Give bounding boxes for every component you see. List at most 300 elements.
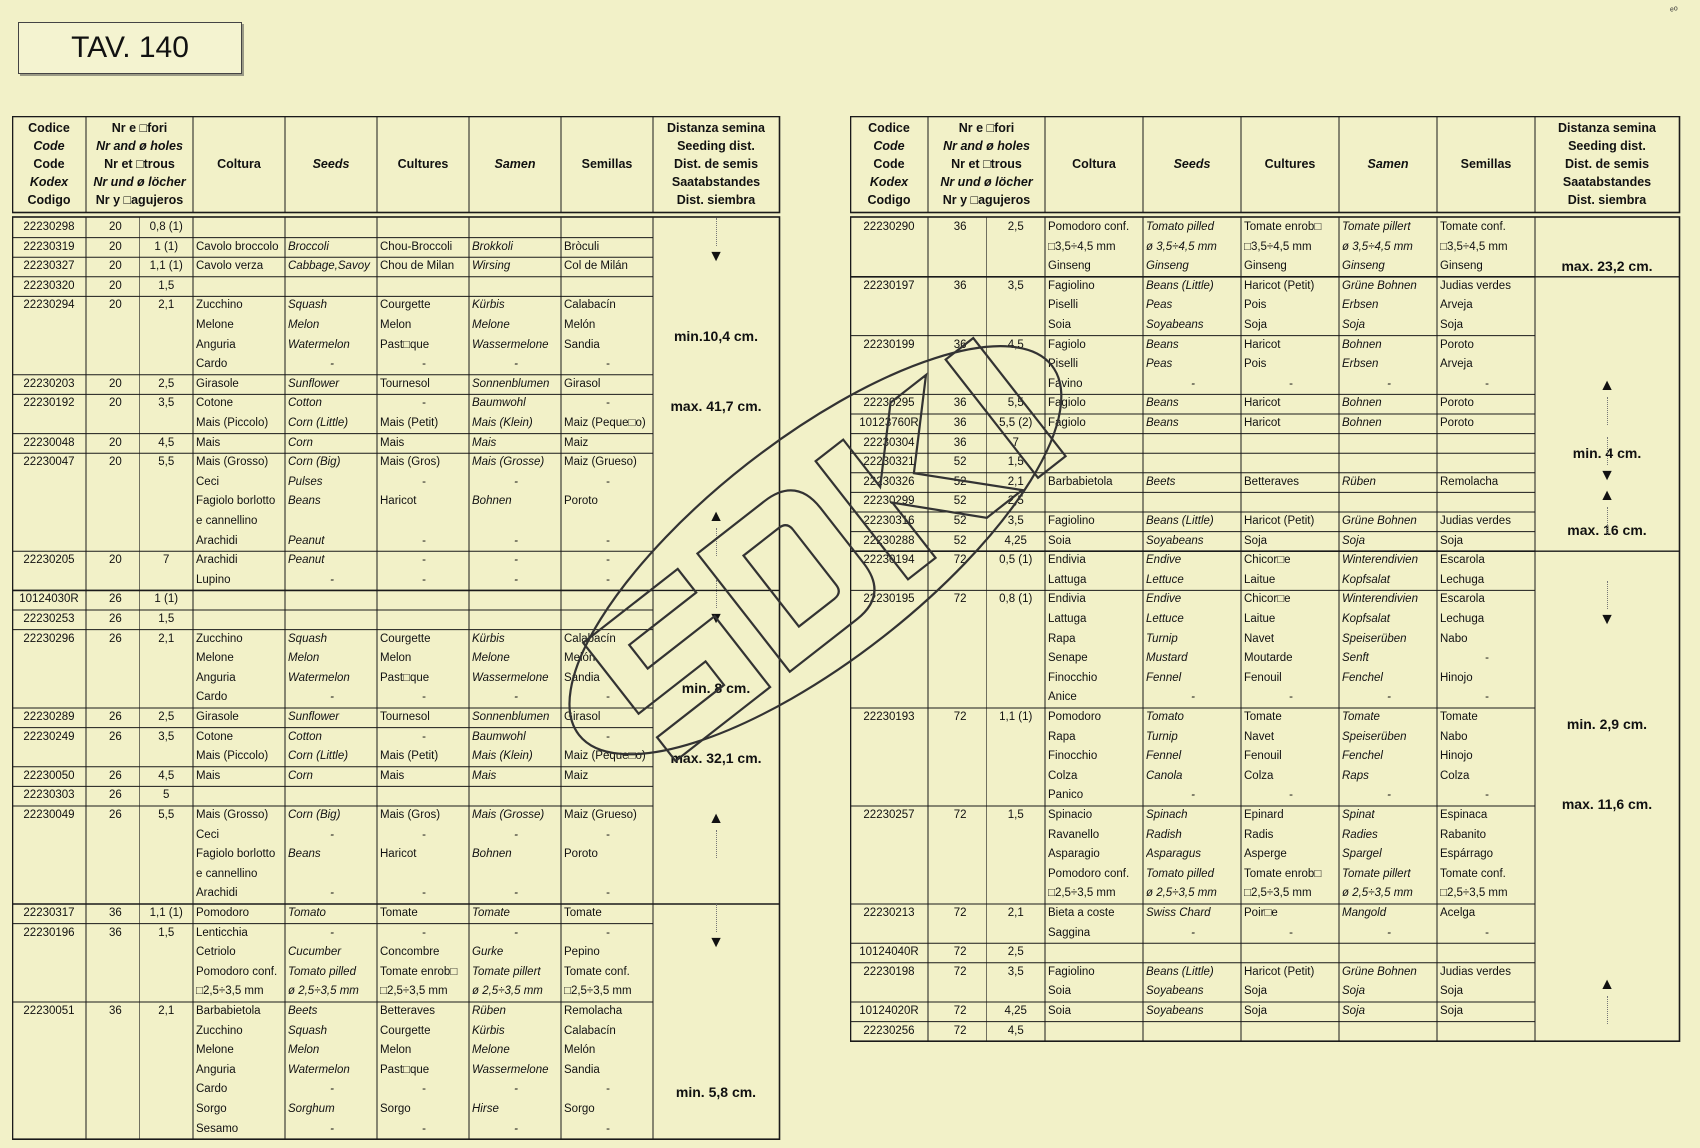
crop-cell [1244,1022,1338,1042]
crop-name: Tomate [564,907,602,919]
crop-name: Kürbis [472,1024,505,1037]
crop-name: Tomate pillert [472,965,541,978]
crop-name [564,610,652,630]
dist-min-label: min. 5,8 cm. [675,1084,757,1100]
crop-name: Sunflower [288,377,340,390]
row-code: 22230193 [863,711,915,723]
up-arrow-icon: ▲ [708,508,724,525]
crop-cell [380,277,468,297]
crop-name: Watermelon [288,338,350,351]
dist-min-label: min. 8 cm. [681,680,751,697]
page-title: TAV. 140 [18,22,242,74]
crop-name: Pomodoro conf. [1048,867,1130,880]
crop-name [564,865,652,885]
crop-name: Asparagus [1146,848,1201,861]
crop-name: Fagiolo [1048,397,1086,410]
crop-name: Melón [564,1044,596,1057]
row-code: 22230195 [863,593,915,606]
crop-name: Bieta a coste [1048,907,1115,919]
crop-name: Mais (Piccolo) [196,750,269,763]
crop-name: Soja [1244,985,1268,998]
crop-name: Beans [1146,417,1179,429]
crop-name: Mais (Gros) [380,809,441,821]
header-text: Nr y □agujeros [942,193,1031,207]
crop-name: Soyabeans [1146,985,1204,998]
row-code: 22230317 [23,907,75,919]
row-hole-diameter: 4,25 [1004,1005,1027,1017]
crop-name: Spargel [1342,848,1382,861]
dotted-guide [716,218,717,246]
row-code: 22230194 [863,554,915,567]
crop-name: Wassermelone [472,338,549,351]
row-holes-count: 26 [109,769,122,782]
crop-cell [380,296,468,374]
crop-name: Brokkoli [472,240,513,253]
crop-name [564,786,652,806]
crop-name: Soja [1244,1005,1268,1017]
crop-name: Cotone [196,730,234,743]
dotted-guide [716,904,717,932]
crop-cell [472,610,560,630]
crop-cell [1342,963,1436,1002]
crop-name: Baumwohl [472,730,526,743]
crop-name: Lattuga [1048,573,1087,586]
row-hole-diameter: 1,5 [1007,809,1024,821]
crop-name [1048,434,1142,454]
crop-cell [1342,551,1436,590]
row-code: 22230327 [23,260,75,273]
row-holes-count: 20 [109,260,122,273]
up-arrow-icon: ▲ [1599,376,1615,394]
crop-name: Soyabeans [1146,1005,1204,1017]
crop-name: Cabbage,Savoy [288,260,370,273]
crop-cell [1440,277,1534,336]
crop-name: Betteraves [380,1005,435,1017]
row-code: 22230289 [23,711,75,723]
crop-name [1048,453,1142,473]
crop-name: Maiz [564,436,589,449]
crop-name: Beets [288,1005,318,1017]
crop-name: Moutarde [1244,652,1293,665]
crop-name: Sorgo [380,1102,411,1115]
crop-name [1440,492,1534,512]
crop-cell [1440,943,1534,963]
crop-cell [196,375,284,395]
row-hole-diameter: 4,5 [1007,1024,1024,1037]
crop-name: Kürbis [472,299,505,312]
crop-cell [1146,277,1240,336]
crop-cell [1440,806,1534,904]
crop-name: Turnip [1146,730,1178,743]
crop-name: Cavolo verza [196,260,264,273]
crop-cell [1244,394,1338,414]
crop-name: Mais [472,769,497,782]
crop-cell [380,904,468,924]
crop-name: Mais (Grosso) [196,809,269,821]
crop-name [288,865,376,885]
crop-name: Sandia [564,338,600,351]
crop-name: Melone [196,652,234,665]
crop-name [380,786,468,806]
crop-cell [1244,806,1338,904]
crop-name [1146,943,1240,963]
row-hole-diameter: 4,25 [1004,534,1027,547]
crop-name: Mais (Gros) [380,456,441,469]
crop-name: Tomato [1146,711,1184,723]
crop-name: - [1485,377,1489,390]
row-holes-count: 20 [109,397,122,410]
row-holes-count: 26 [109,789,122,802]
crop-name [1244,434,1338,454]
row-holes-count: 36 [953,221,967,233]
crop-name: Poroto [1440,397,1474,410]
crop-name: Escarola [1440,593,1485,606]
crop-cell [196,296,284,374]
crop-name: Endivia [1048,554,1086,567]
header-holes [86,116,193,212]
header-text: Code [33,139,65,153]
crop-name: Grüne Bohnen [1342,279,1417,292]
crop-name: Mais (Klein) [472,750,533,763]
crop-cell [1244,532,1338,552]
row-hole-diameter: 0,5 (1) [999,554,1033,567]
crop-name: ø 3,5÷4,5 mm [1146,240,1217,253]
crop-name: Melón [564,318,596,331]
crop-cell [472,630,560,708]
crop-cell [288,277,376,297]
header-text: Nr y □agujeros [95,193,184,207]
crop-cell [288,728,376,767]
crop-cell [564,375,652,395]
crop-name: Fagiolino [1048,965,1095,978]
crop-name: - [330,358,334,371]
crop-name: Soja [1342,318,1366,331]
crop-cell [1342,904,1436,943]
crop-name: Poroto [564,495,598,508]
crop-name: Soja [1244,534,1268,547]
crop-cell [1146,708,1240,806]
crop-name: Kopfsalat [1342,612,1390,625]
crop-name: Corn (Little) [288,416,349,429]
header-semillas [561,116,653,212]
row-code: 22230316 [863,515,915,527]
crop-name: - [514,1122,518,1135]
header-cultures [377,116,469,212]
crop-name: Wirsing [472,260,511,273]
dotted-guide [1607,437,1608,465]
crop-name: ø 2,5÷3,5 mm [1342,887,1413,900]
header-cultures [1241,116,1339,212]
crop-cell [1048,512,1142,532]
crop-name: - [422,887,426,900]
dist-max-label: max. 23,2 cm. [1561,258,1653,274]
crop-cell [1244,218,1338,277]
row-code: 22230197 [863,279,915,292]
crop-name: Pois [1244,358,1267,371]
crop-cell [1342,806,1436,904]
row-hole-diameter: 2,1 [1007,475,1024,488]
crop-name: Winterendivien [1342,593,1418,606]
crop-name: Fenouil [1244,750,1282,763]
crop-name: Poroto [1440,338,1474,351]
row-code: 22230299 [863,495,915,508]
row-hole-diameter: 0,8 (1) [149,221,183,233]
row-holes-count: 20 [109,436,122,449]
crop-name: Anice [1048,691,1077,704]
crop-name: Mais [472,436,497,449]
crop-name [196,277,284,297]
crop-name: Beets [1146,475,1176,488]
crop-name: Mustard [1146,652,1188,665]
left-seed-table [12,116,779,1141]
crop-name [1342,943,1436,963]
crop-name: Fenchel [1342,750,1383,763]
crop-cell [1146,492,1240,512]
crop-cell [564,296,652,374]
row-hole-diameter: 0,8 (1) [999,593,1033,606]
crop-name: Soja [1440,534,1464,547]
crop-cell [1048,453,1142,473]
crop-name: Maiz (Grueso) [564,809,637,821]
crop-cell [472,394,560,433]
crop-cell [380,375,468,395]
crop-cell [1342,277,1436,336]
crop-cell [1146,512,1240,532]
crop-name: Tomate [472,907,510,919]
crop-cell [1244,904,1338,943]
crop-cell [564,257,652,277]
crop-name: - [330,887,334,900]
crop-name: Arveja [1440,299,1473,312]
header-text: Coltura [1072,157,1116,171]
crop-name: Squash [288,299,328,312]
crop-name: Courgette [380,299,431,312]
crop-name: Anguria [196,338,236,351]
row-holes-count: 36 [953,279,967,292]
crop-cell [1342,532,1436,552]
crop-name: Poir□e [1244,907,1278,919]
crop-name: Tomate conf. [1440,221,1506,233]
crop-name: Haricot [1244,397,1281,410]
crop-name: Soja [1342,534,1366,547]
crop-cell [472,257,560,277]
crop-name: Past□que [380,1063,430,1076]
crop-cell [288,453,376,551]
crop-name: Cucumber [288,946,342,959]
crop-cell [196,551,284,590]
crop-name: - [330,926,334,939]
crop-name: Mais (Klein) [472,416,533,429]
crop-name [472,865,560,885]
header-text: Cultures [397,157,449,171]
crop-name: Soja [1440,318,1464,331]
crop-name: Beans [288,848,321,861]
dotted-guide [1607,507,1608,535]
crop-cell [472,1002,560,1139]
header-text: Nr and ø holes [943,139,1030,153]
header-holes [928,116,1045,212]
dotted-guide [716,580,717,608]
crop-name: - [1387,377,1391,390]
header-text: Kodex [29,175,69,189]
crop-cell [1146,551,1240,590]
crop-name: Tomato [288,907,326,919]
crop-cell [1048,590,1142,708]
crop-name: Baumwohl [472,397,526,410]
crop-name: e cannellino [196,514,258,527]
crop-name: Navet [1244,632,1275,645]
crop-name: Pepino [564,946,600,959]
crop-name: Kopfsalat [1342,573,1390,586]
crop-name: Col de Milán [564,260,628,273]
crop-cell [196,277,284,297]
crop-name: Judias verdes [1440,515,1511,527]
right-seed-table [850,116,1679,1043]
header-text: Distanza semina [1558,121,1656,135]
crop-name: Corn (Big) [288,456,341,469]
crop-cell [1440,551,1534,590]
crop-cell [472,767,560,787]
crop-cell [288,394,376,433]
row-code: 10123760R [859,417,919,429]
crop-cell [380,238,468,258]
header-seeds [285,116,377,212]
crop-name [1440,943,1534,963]
crop-name: Swiss Chard [1146,907,1211,919]
crop-name: Lechuga [1440,612,1485,625]
crop-name: □3,5÷4,5 mm [1244,240,1312,253]
crop-name [472,610,560,630]
crop-name: Ginseng [1440,260,1483,273]
crop-name: Maiz (Peque□o) [564,750,646,763]
crop-name [288,590,376,610]
crop-cell [380,257,468,277]
crop-name: Melon [380,652,412,665]
crop-cell [1440,453,1534,473]
crop-name: Endive [1146,554,1182,567]
crop-name: Radis [1244,828,1274,841]
crop-cell [196,806,284,904]
row-hole-diameter: 2,5 [1007,946,1024,959]
header-text: Codice [868,121,910,135]
crop-cell [288,238,376,258]
crop-cell [1342,943,1436,963]
row-hole-diameter: 3,5 [1007,515,1024,527]
row-hole-diameter: 4,5 [158,436,175,449]
crop-name: □2,5÷3,5 mm [1048,887,1116,900]
row-holes-count: 20 [109,299,122,312]
crop-cell [1048,551,1142,590]
row-holes-count: 52 [953,495,967,508]
crop-name [1048,492,1142,512]
header-samen [1339,116,1437,212]
row-code: 22230303 [23,789,75,802]
crop-cell [380,806,468,904]
crop-name: - [422,397,426,410]
crop-name [1048,943,1142,963]
crop-cell [1244,590,1338,708]
crop-name: Bròculi [564,240,600,253]
crop-name: Squash [288,632,328,645]
header-text: Nr and ø holes [96,139,183,153]
crop-name [288,277,376,297]
crop-name: Piselli [1048,299,1079,312]
crop-name [1048,1022,1142,1042]
crop-cell [1440,1002,1534,1022]
crop-name: Melone [472,652,510,665]
crop-name: Betteraves [1244,475,1299,488]
crop-name: Sorghum [288,1102,335,1115]
crop-name: Fennel [1146,750,1182,763]
crop-cell [1244,943,1338,963]
row-holes-count: 72 [953,1024,967,1037]
crop-cell [1342,590,1436,708]
row-hole-diameter: 1,5 [158,279,175,292]
crop-name: - [422,1122,426,1135]
crop-name: - [330,573,334,586]
crop-cell [564,610,652,630]
crop-name: - [1191,926,1195,939]
crop-name: □2,5÷3,5 mm [380,985,448,998]
crop-name: Lattuga [1048,612,1087,625]
crop-name: Gurke [472,946,504,959]
row-code: 22230048 [23,436,75,449]
crop-name [1342,453,1436,473]
crop-name: Cardo [196,1083,228,1096]
down-arrow-icon: ▼ [1599,611,1615,629]
row-code: 10124040R [859,946,919,959]
row-holes-count: 36 [953,338,967,351]
header-samen [469,116,561,212]
crop-name [288,786,376,806]
crop-name: Spinacio [1048,809,1093,821]
crop-name: Judias verdes [1440,965,1511,978]
dotted-guide [1607,996,1608,1024]
corner-mark: ᵉ⁰ [1670,6,1678,17]
crop-name: - [422,573,426,586]
crop-name: Rüben [472,1005,506,1017]
crop-name: Girasole [196,711,239,723]
crop-cell [288,610,376,630]
crop-name [564,590,652,610]
crop-cell [472,238,560,258]
crop-name: Melone [196,318,234,331]
crop-name: Corn (Big) [288,809,341,821]
row-hole-diameter: 1,5 [1007,456,1024,469]
crop-name: Tomate enrob□ [1244,221,1322,233]
crop-name: - [514,887,518,900]
row-hole-diameter: 5,5 [1007,397,1024,410]
crop-name: Melone [472,318,510,331]
crop-name: Courgette [380,1024,431,1037]
crop-name [472,512,560,532]
crop-cell [564,590,652,610]
crop-name [1440,453,1534,473]
crop-cell [564,218,652,238]
crop-cell [1146,1022,1240,1042]
crop-name: Past□que [380,338,430,351]
crop-cell [1440,336,1534,395]
row-holes-count: 36 [953,417,967,429]
crop-name: Sandia [564,671,600,684]
crop-cell [196,394,284,433]
row-code: 22230298 [23,221,75,233]
crop-name: Nabo [1440,632,1468,645]
crop-cell [472,924,560,1002]
crop-name: Haricot [1244,417,1281,429]
crop-cell [472,434,560,454]
crop-name: Fenouil [1244,671,1282,684]
